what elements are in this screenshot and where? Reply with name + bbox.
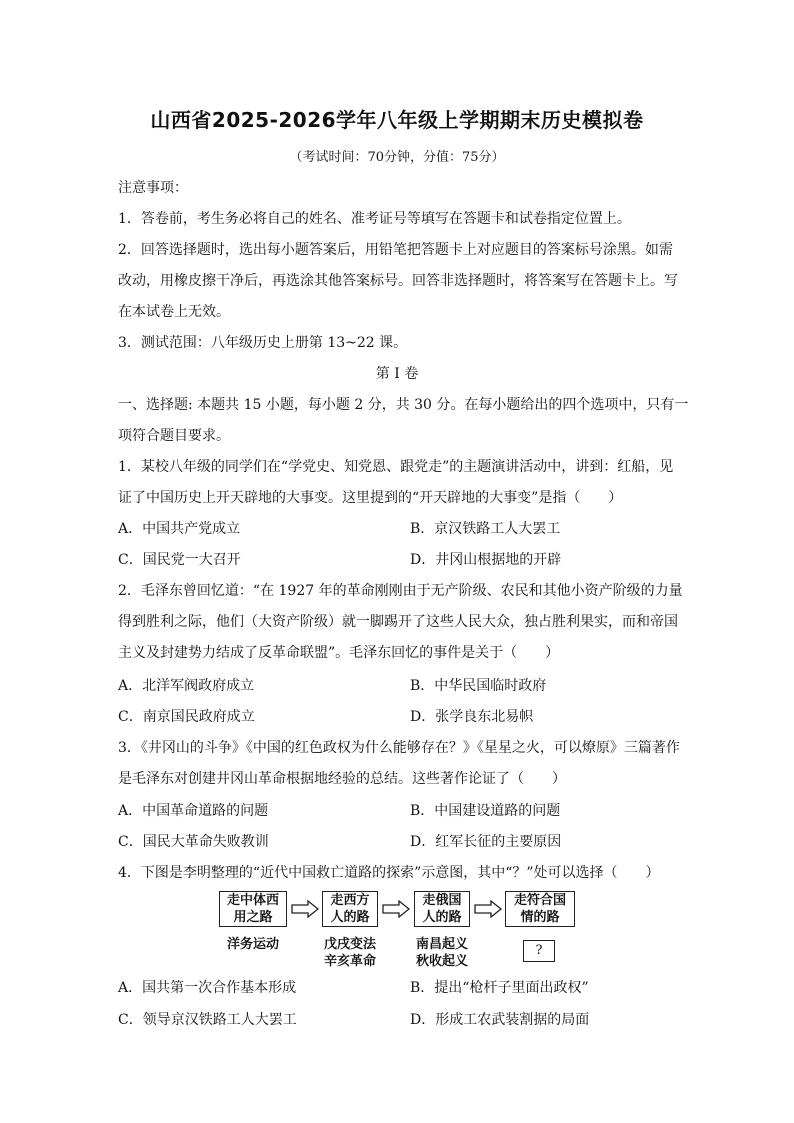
question-2-stem: 2．毛泽东曾回忆道：“在 1927 年的革命刚刚由于无产阶级、农民和其他小资产阶级的力量 <box>118 583 683 599</box>
volume-heading: 第 I 卷 <box>375 366 419 382</box>
notice-line: 1．答卷前，考生务必将自己的姓名、准考证号等填写在答题卡和试卷指定位置上。 <box>118 211 631 227</box>
diagram-box: 走西方 人的路 <box>322 891 378 927</box>
question-4-option-c: C．领导京汉铁路工人大罢工 <box>118 1012 297 1028</box>
question-3-option-d: D．红军长征的主要原因 <box>410 834 562 850</box>
notice-line: 改动，用橡皮擦干净后，再选涂其他答案标号。回答非选择题时，将答案写在答题卡上。写 <box>118 273 678 289</box>
question-3-stem: 是毛泽东对创建井冈山革命根据地经验的总结。这些著作论证了（ ） <box>118 771 566 787</box>
question-1-option-b: B．京汉铁路工人大罢工 <box>410 521 561 537</box>
question-2-stem: 主义及封建势力结成了反革命联盟”。毛泽东回忆的事件是关于（ ） <box>118 645 560 661</box>
section-intro: 一、选择题: 本题共 15 小题，每小题 2 分，共 30 分。在每小题给出的四个选项中，只有一 <box>118 397 689 413</box>
question-4-stem: 4．下图是李明整理的“近代中国救亡道路的探索”示意图，其中“？”处可以选择（ ） <box>118 865 660 881</box>
question-1-option-a: A．中国共产党成立 <box>118 521 241 537</box>
exam-info: （考试时间：70分钟，分值：75分） <box>289 150 505 165</box>
question-4-option-d: D．形成工农武装割据的局面 <box>410 1012 590 1028</box>
question-1-stem: 1．某校八年级的同学们在“学党史、知党恩、跟党走”的主题演讲活动中，讲到：红船，见 <box>118 459 674 475</box>
question-2-option-a: A．北洋军阀政府成立 <box>118 678 255 694</box>
question-2-option-c: C．南京国民政府成立 <box>118 709 255 725</box>
question-2-stem: 得到胜利之际，他们（大资产阶级）就一脚踢开了这些人民大众，独占胜利果实，而和帝国 <box>118 614 678 630</box>
page-title: 山西省2025-2026学年八年级上学期期末历史模拟卷 <box>150 108 644 132</box>
question-3-option-c: C．国民大革命失败教训 <box>118 834 269 850</box>
notice-heading: 注意事项： <box>118 180 188 196</box>
question-3-stem: 3．《井冈山的斗争》《中国的红色政权为什么能够存在？》《星星之火，可以燎原》三篇著作 <box>118 740 680 756</box>
diagram-box: 走中体西 用之路 <box>219 891 287 927</box>
diagram-box: 走符合国 情的路 <box>505 891 575 927</box>
section-intro: 项符合题目要求。 <box>118 428 230 444</box>
diagram-label: 南昌起义 秋收起义 <box>415 937 468 969</box>
question-1-stem: 证了中国历史上开天辟地的大事变。这里提到的“开天辟地的大事变”是指（ ） <box>118 490 623 506</box>
diagram-label: 戊戌变法 辛亥革命 <box>323 937 376 969</box>
diagram-label: 洋务运动 <box>226 937 279 952</box>
notice-line: 2．回答选择题时，选出每小题答案后，用铅笔把答题卡上对应题目的答案标号涂黑。如需 <box>118 242 673 258</box>
arrow-right-icon <box>382 900 410 918</box>
question-4-option-b: B．提出“枪杆子里面出政权” <box>410 980 589 996</box>
unknown-box: ? <box>523 940 555 962</box>
diagram-box: 走俄国 人的路 <box>414 891 470 927</box>
question-2-option-d: D．张学良东北易帜 <box>410 709 534 725</box>
arrow-right-icon <box>474 900 502 918</box>
question-3-option-a: A．中国革命道路的问题 <box>118 803 269 819</box>
notice-line: 在本试卷上无效。 <box>118 304 230 320</box>
notice-line: 3．测试范围：八年级历史上册第 13~22 课。 <box>118 335 408 351</box>
question-1-option-d: D．井冈山根据地的开辟 <box>410 552 562 568</box>
question-2-option-b: B．中华民国临时政府 <box>410 678 547 694</box>
question-1-option-c: C．国民党一大召开 <box>118 552 241 568</box>
arrow-right-icon <box>291 900 319 918</box>
question-4-option-a: A．国共第一次合作基本形成 <box>118 980 297 996</box>
question-3-option-b: B．中国建设道路的问题 <box>410 803 561 819</box>
